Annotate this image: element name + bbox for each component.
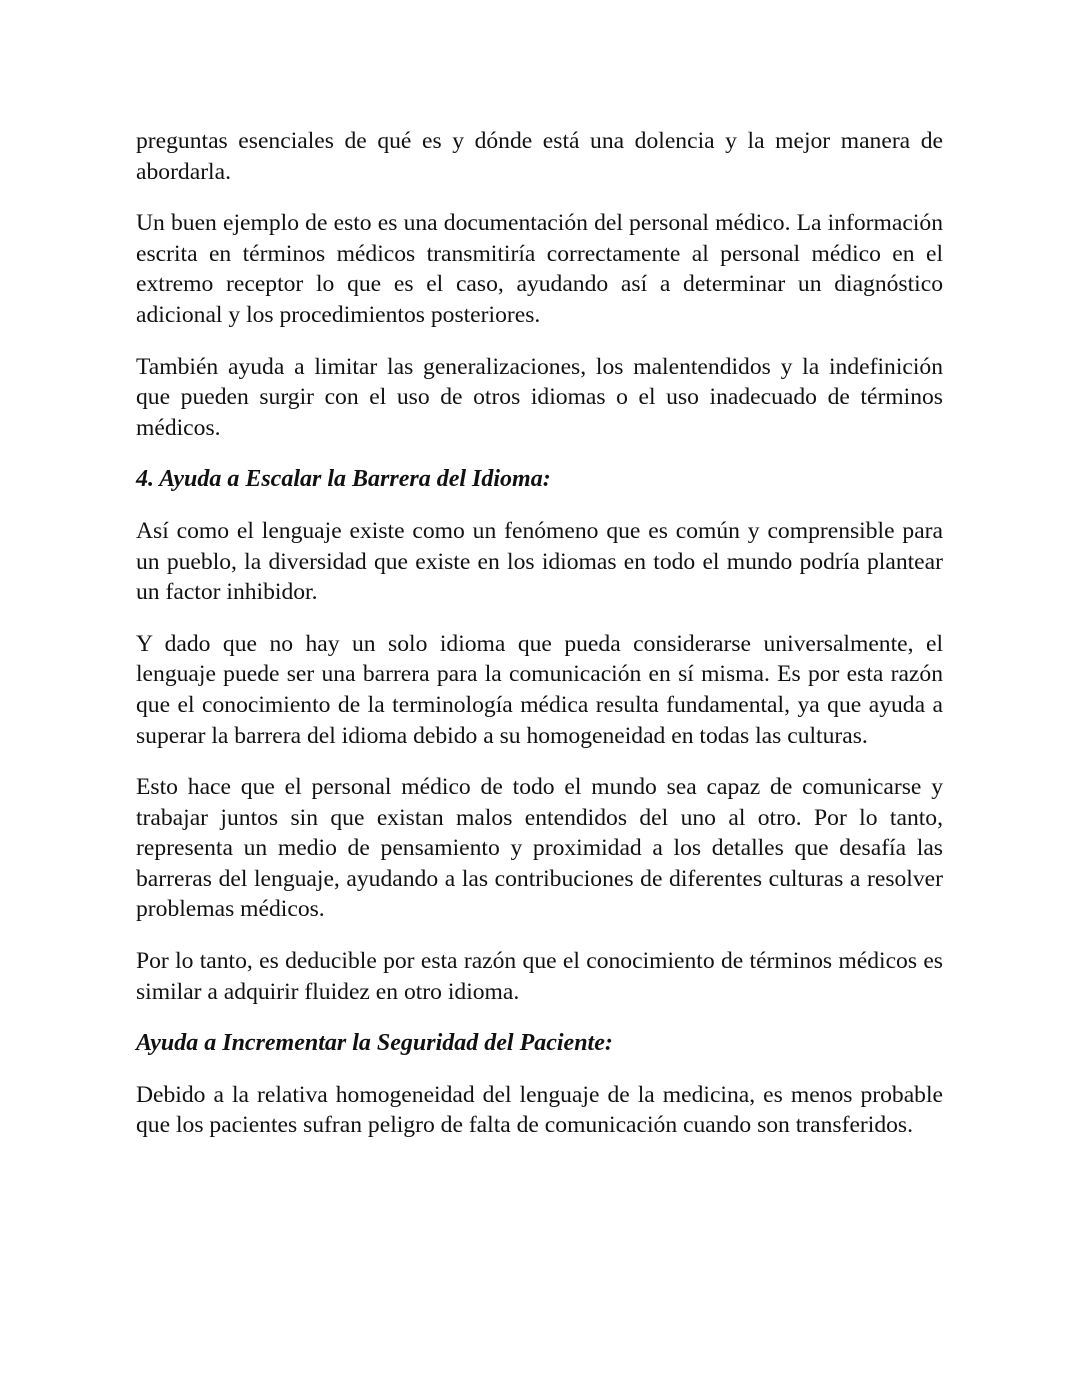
section-heading-seguridad-paciente: Ayuda a Incrementar la Seguridad del Paciente:: [136, 1030, 613, 1057]
document-page: [136, 126, 943, 1162]
paragraph-homogeneidad-lenguaje: Debido a la relativa homogeneidad del lenguaje de la medicina, es menos probable que los pacientes sufran peligro de falta de comunicación cuando son transferidos.: [136, 1081, 943, 1139]
paragraph-lenguaje-fenomeno: Así como el lenguaje existe como un fenómeno que es común y comprensible para un pueblo, la diversidad que existe en los idiomas en todo el mundo podría plantear un factor inhibidor.: [136, 517, 943, 606]
paragraph-personal-medico-mundo: Esto hace que el personal médico de todo el mundo sea capaz de comunicarse y trabajar juntos sin que existan malos entendidos del uno al otro. Por lo tanto, representa un medio de pensamiento y proximidad a los detalles que desafía las barreras del lenguaje, ayudando a las contribuciones de diferentes culturas a resolver problemas médicos.: [136, 774, 943, 923]
paragraph-idioma-universal: Y dado que no hay un solo idioma que pueda considerarse universalmente, el lenguaje puede ser una barrera para la comunicación en sí misma. Es por esta razón que el conocimiento de la terminología médica resulta fundamental, ya que ayuda a superar la barrera del idioma debido a su homogeneidad en todas las culturas.: [136, 630, 943, 749]
paragraph-fluidez-idioma: Por lo tanto, es deducible por esta razón que el conocimiento de términos médicos es similar a adquirir fluidez en otro idioma.: [136, 948, 943, 1005]
paragraph-abordar-dolencia: preguntas esenciales de qué es y dónde está una dolencia y la mejor manera de abordarla.: [136, 128, 943, 185]
paragraph-limitar-generalizaciones: También ayuda a limitar las generalizaciones, los malentendidos y la indefinición que pueden surgir con el uso de otros idiomas o el uso inadecuado de términos médicos.: [136, 353, 943, 441]
paragraph-documentacion-personal: Un buen ejemplo de esto es una documentación del personal médico. La información escrita en términos médicos transmitiría correctamente al personal médico en el extremo receptor lo que es el caso, ayudando así a determinar un diagnóstico adicional y los procedimientos posteriores.: [136, 210, 943, 328]
section-heading-barrera-idioma: 4. Ayuda a Escalar la Barrera del Idioma:: [136, 466, 551, 493]
